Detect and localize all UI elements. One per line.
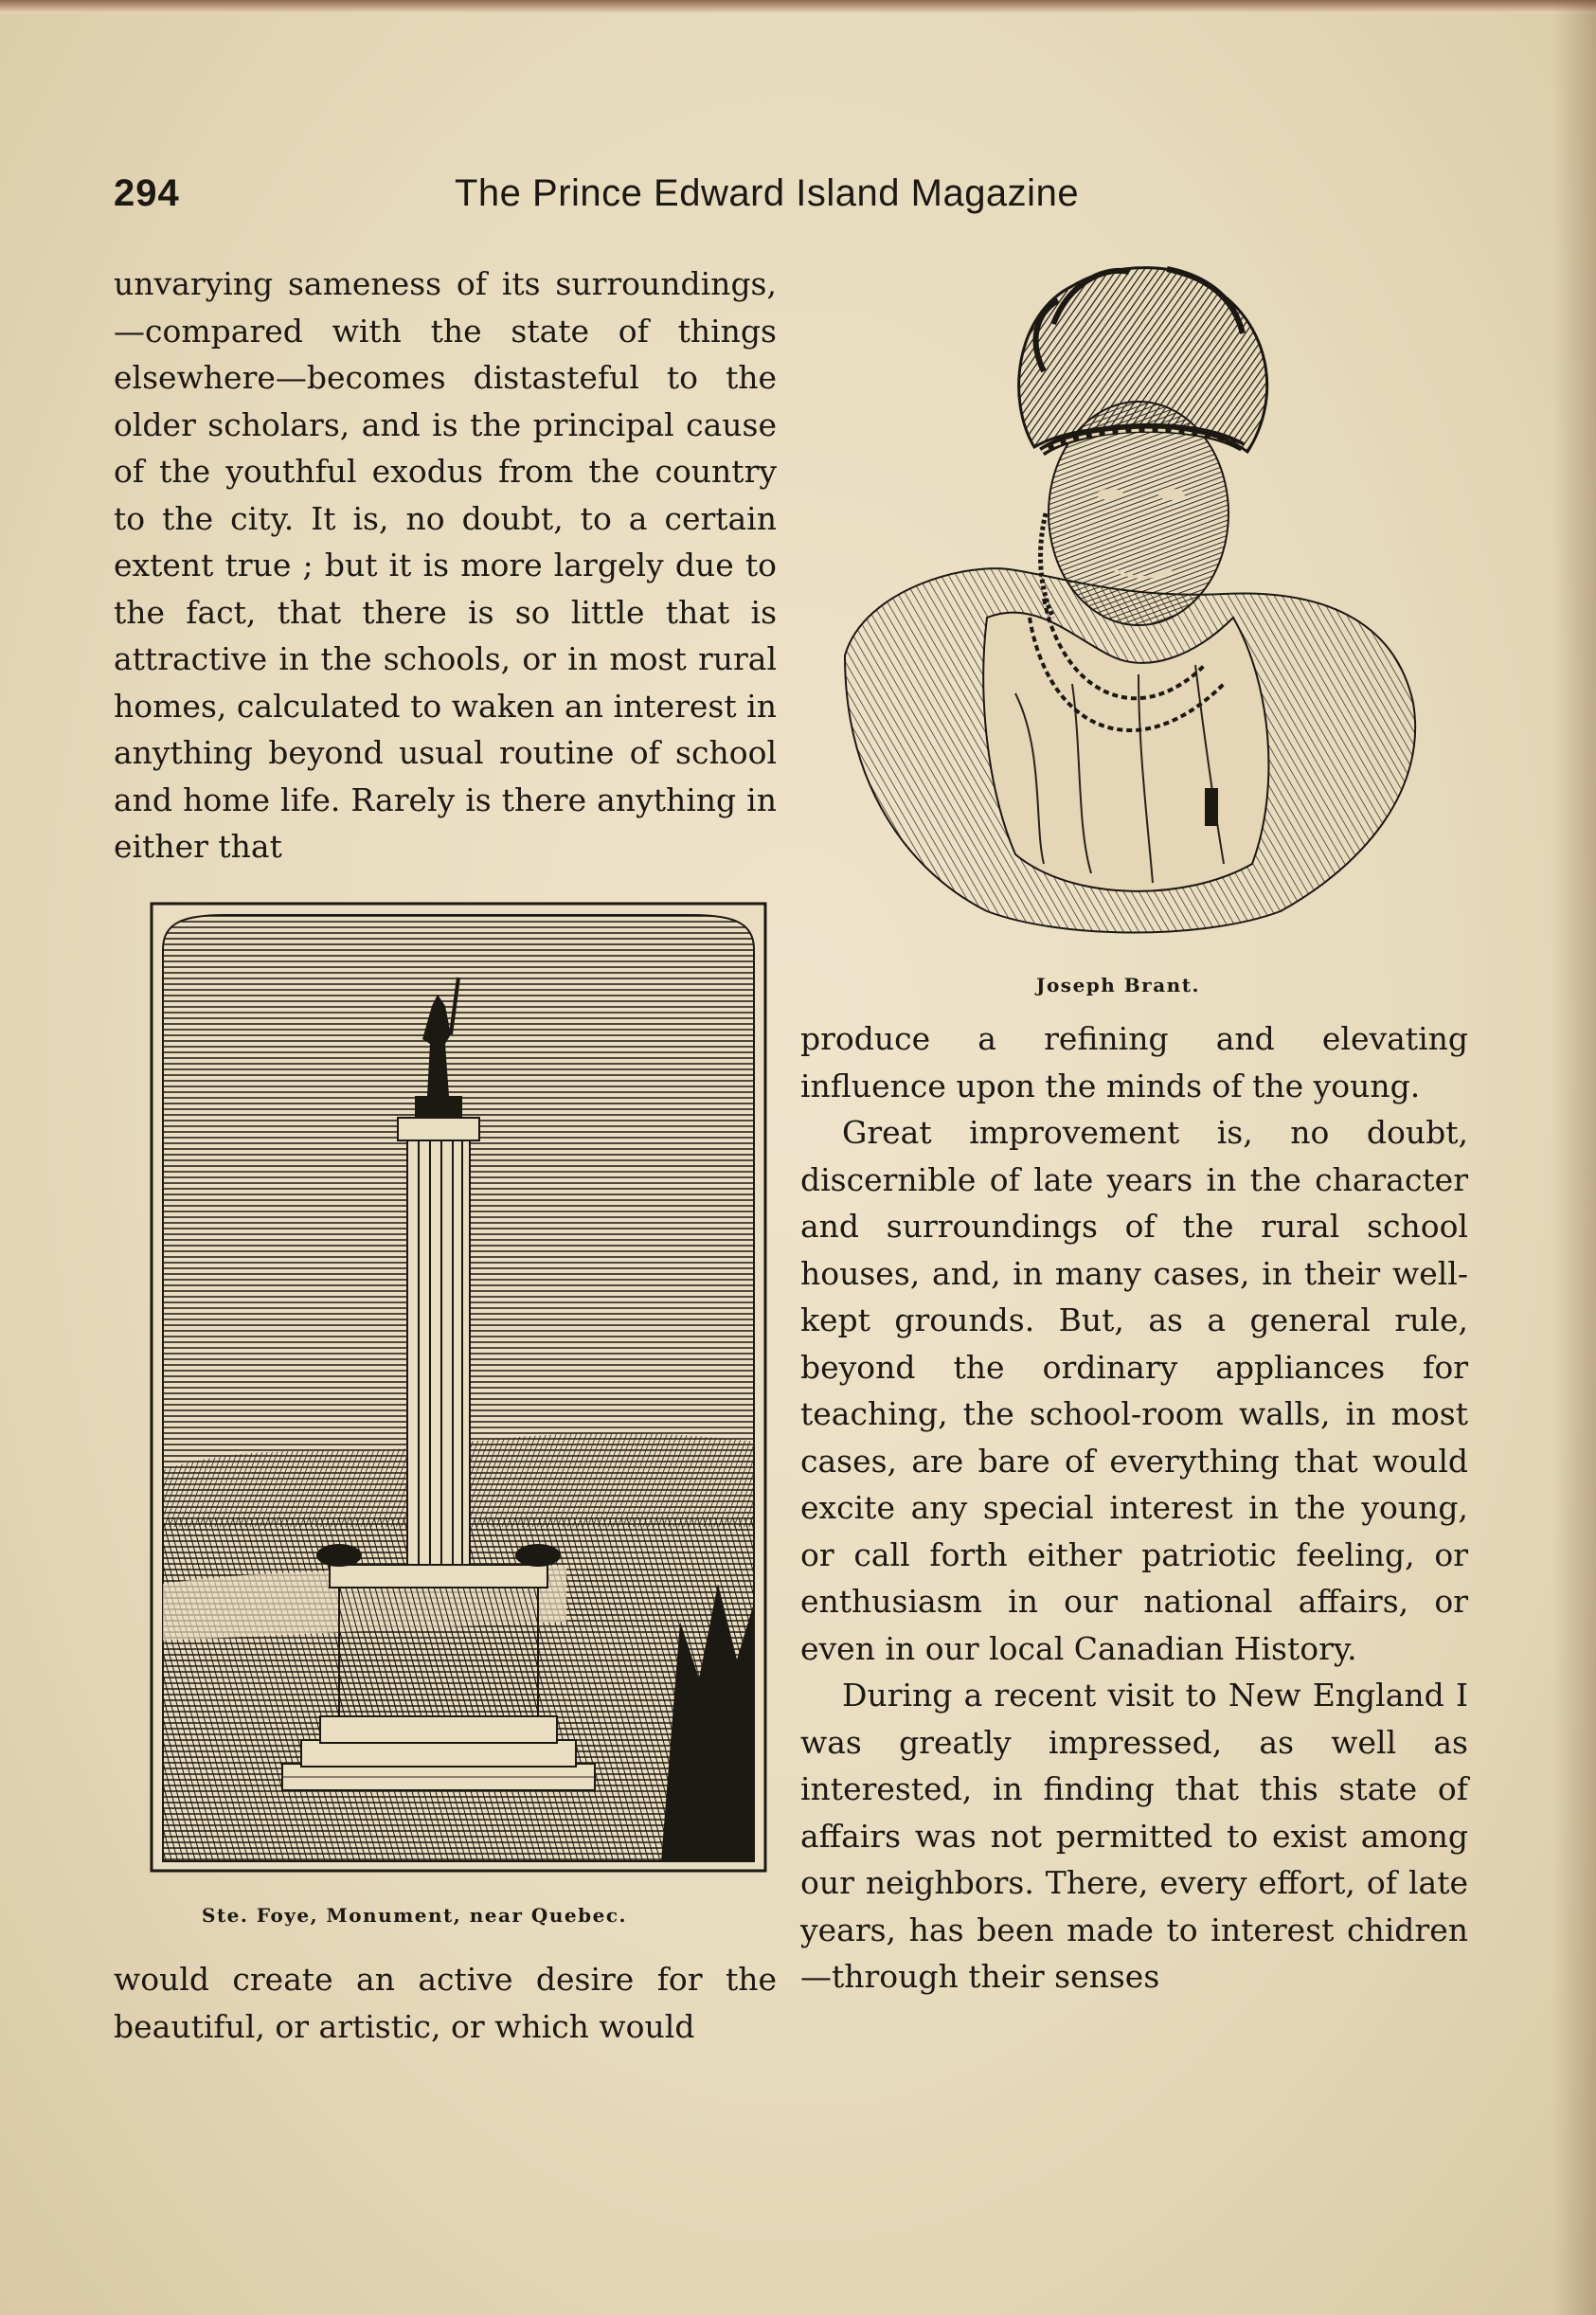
- ste-foye-monument-engraving: [150, 902, 767, 1873]
- page-header: [114, 172, 1468, 229]
- left-column-top-text: [114, 260, 777, 870]
- body-paragraph: During a recent visit to New England I was greatly impressed, as well as interested, in finding that this state of affairs was not permitted to exist among our neighbors. There, every effort, of late years, has been made to interest chidren—through their senses: [800, 1677, 1468, 1995]
- right-column-text: [800, 1015, 1468, 2001]
- body-paragraph: would create an active desire for the beautiful, or artistic, or which would: [114, 1961, 777, 2045]
- joseph-brant-caption: Joseph Brant.: [1036, 974, 1200, 996]
- page-top-edge: [0, 0, 1596, 13]
- left-column-bottom-text: [114, 1956, 777, 2050]
- body-paragraph: produce a refining and elevating influence upon the minds of the young.: [800, 1020, 1468, 1104]
- page-number: 294: [114, 172, 180, 214]
- joseph-brant-portrait-engraving: [826, 258, 1432, 959]
- body-paragraph: unvarying sameness of its surroundings, —compared with the state of things elsewhere—becomes distasteful to the older scholars, and is the principal cause of the youthful exodus from the country to the city. It is, no doubt, to a certain extent true ; but it is more largely due to the fact, that there is so little that is attractive in the schools, or in most rural homes, calculated to waken an interest in anything beyond usual routine of school and home life. Rarely is there anything in either that: [114, 265, 777, 865]
- page-right-edge-shadow: [1552, 0, 1596, 2315]
- running-title: The Prince Edward Island Magazine: [455, 172, 1080, 214]
- body-paragraph: Great improvement is, no doubt, discernible of late years in the character and surroundings of the rural school houses, and, in many cases, in their well-kept grounds. But, as a general rule, beyond the ordinary appliances for teaching, the school-room walls, in most cases, are bare of everything that would excite any special interest in the young, or call forth either patriotic feeling, or enthusiasm in our national affairs, or even in our local Canadian History.: [800, 1114, 1468, 1667]
- monument-caption: Ste. Foye, Monument, near Quebec.: [202, 1904, 627, 1927]
